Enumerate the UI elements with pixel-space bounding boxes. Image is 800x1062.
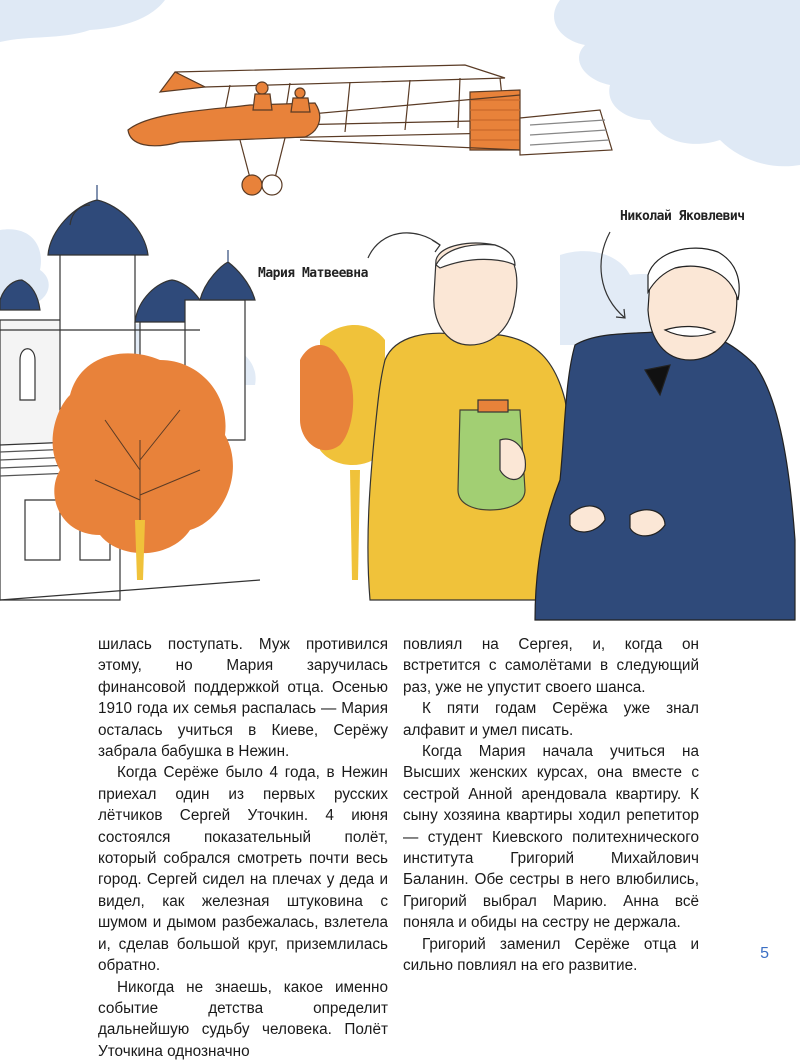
paragraph: повлиял на Сергея, и, когда он встретится с самолётами в следующий раз, уже не упустит своего шанса. xyxy=(403,634,699,698)
paragraph: шилась поступать. Муж противился этому, но Мария заручилась финансовой поддержкой отца. Осенью 1910 года их семья распалась — Мария осталась учиться в Киеве, Серёжу забрала бабушка в Нежин. xyxy=(98,634,388,762)
page-number: 5 xyxy=(760,945,769,963)
text-column-right xyxy=(403,634,699,977)
paragraph: Когда Серёже было 4 года, в Нежин приехал один из первых русских лётчиков Сергей Уточкин. 4 июня состоялся показательный полёт, который собрался смотреть почти весь город. Сергей сидел на плечах у деда и видел, как железная штуковина с шумом и дымом разбежалась, взлетела и, сделав большой круг, приземлилась обратно. xyxy=(98,762,388,976)
paragraph: Григорий заменил Серёже отца и сильно повлиял на его развитие. xyxy=(403,934,699,977)
airplane-illustration xyxy=(128,65,612,195)
paragraph: К пяти годам Серёжа уже знал алфавит и умел писать. xyxy=(403,698,699,741)
caption-maria: Мария Матвеевна xyxy=(258,266,368,281)
text-column-left xyxy=(98,634,388,1062)
paragraph: Когда Мария начала учиться на Высших женских курсах, она вместе с сестрой Анной арендовала квартиру. К сыну хозяина квартиры ходил репетитор — студент Киевского политехнического института Григорий Михайлович Баланин. Обе сестры в него влюбились, Григорий выбрал Марию. Анна всё поняла и обиды на сестру не держала. xyxy=(403,741,699,934)
caption-nikolai: Николай Яковлевич xyxy=(620,209,745,224)
paragraph: Никогда не знаешь, какое именно событие детства определит дальнейшую судьбу человека. Полёт Уточкина однозначно xyxy=(98,977,388,1062)
